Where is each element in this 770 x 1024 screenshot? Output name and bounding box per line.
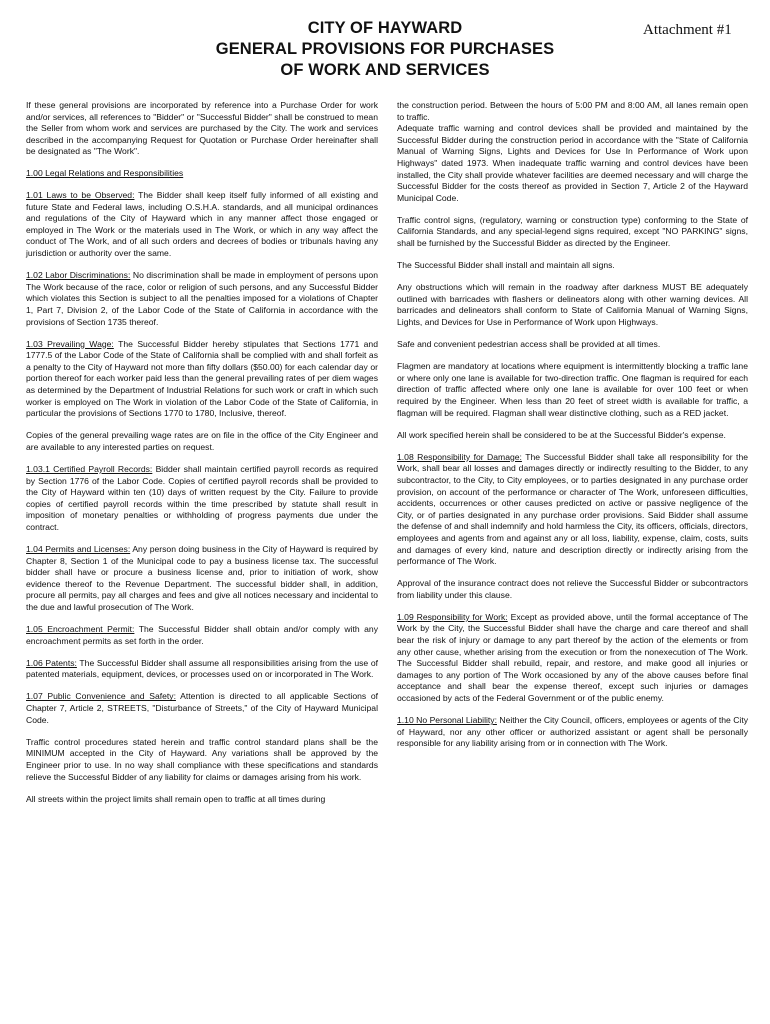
section-1-03-heading: 1.03 Prevailing Wage: (26, 338, 114, 349)
section-1-10-heading: 1.10 No Personal Liability: (397, 715, 497, 726)
section-1-05: 1.05 Encroachment Permit: The Successful Bidder shall obtain and/or comply with any encroachment permits as set forth in the order. (26, 624, 378, 646)
section-1-08-heading: 1.08 Responsibility for Damage: (397, 451, 522, 462)
section-1-05-heading: 1.05 Encroachment Permit: (26, 624, 135, 635)
traffic-procedures-paragraph: Traffic control procedures stated herein and traffic control standard plans shall be the MINIMUM accepted in the City of Hayward. Any variations shall be approved by the Engineer prior to use. In no way shall compliance with these specifications and standards relieve the Successful Bidder of any liability for claims or damages arising from his work. (26, 736, 378, 782)
section-1-07-heading: 1.07 Public Convenience and Safety: (26, 691, 176, 702)
streets-open-paragraph: All streets within the project limits shall remain open to traffic at all times during (26, 793, 326, 804)
section-1-06-heading: 1.06 Patents: (26, 657, 77, 668)
construction-period-paragraph: the construction period. Between the hours of 5:00 PM and 8:00 AM, all lanes remain open to traffic. (397, 100, 748, 122)
right-column (397, 100, 748, 760)
obstructions-paragraph: Any obstructions which will remain in the roadway after darkness MUST BE adequately outlined with barricades with flashers or delineators along with other warning devices. All barricades and delineators shall conform to State of California Manual of Warning Signs, Lights, and Devices for Use in Performance of Work upon Highways. (397, 282, 748, 327)
section-1-02-heading: 1.02 Labor Discriminations: (26, 270, 131, 281)
section-1-03: 1.03 Prevailing Wage: The Successful Bidder hereby stipulates that Sections 1771 and 1777.5 of the Labor Code of the State of California shall be complied with and shall forfeit as a penalty to the City of Hayward not more than fifty dollars ($50.00) for each calendar day or portion thereof for each worker paid less than the general prevailing rates of per diem wages as determined by the Department of Industrial Relations for such work or craft in which such worker is employed on The Work in violation of the Labor Code of the State of California, in particular the provisions of Sections 1770 to 1780, Inclusive, thereof. (26, 338, 378, 419)
page-title (0, 18, 770, 81)
section-1-04-heading: 1.04 Permits and Licenses: (26, 544, 131, 554)
section-1-04: 1.04 Permits and Licenses: Any person doing business in the City of Hayward is required by Chapter 8, Section 1 of the Municipal code to pay a business license tax. The successful bidder shall have or procure a business license and, prior to initiation of work, show evidence thereof to the Revenue Department. The successful bidder shall, in addition, procure all permits, pay all charges and fees and give all notices necessary and incidental to the due and lawful prosecution of The Work. (26, 544, 378, 612)
section-1-01: 1.01 Laws to be Observed: The Bidder shall keep itself fully informed of all existing and future State and Federal laws, including O.S.H.A. standards, and all municipal ordinances and regulations of the City of Hayward which in any manner affect those engaged or employed in The Work or the materials used in The Work, or which in any way affect the conduct of The Work, and of all such orders and decrees of bodies or tribunals having any jurisdiction or authority over the same. (26, 190, 378, 259)
section-1-07: 1.07 Public Convenience and Safety: Attention is directed to all applicable Sections of Chapter 7, Article 2, STREETS, "Disturbance of Streets," of the City of Hayward Municipal Code. (26, 691, 378, 725)
section-1-03-1-heading: 1.03.1 Certified Payroll Records: (26, 463, 153, 474)
section-heading-legal-relations: 1.00 Legal Relations and Responsibilities (26, 168, 184, 179)
intro-paragraph: If these general provisions are incorporated by reference into a Purchase Order for work and/or services, all references to "Bidder" or "Successful Bidder" shall be construed to mean the Seller from whom work and services are purchased by the City. The work and services described in the accompanying Request for Quotation or Purchase Order hereinafter shall be designated as "The Work". (26, 100, 378, 157)
section-1-01-heading: 1.01 Laws to be Observed: (26, 190, 135, 201)
section-1-09: 1.09 Responsibility for Work: Except as provided above, until the formal acceptance of The Work by the City, the Successful Bidder shall have the charge and care thereof and shall bear the risk of injury or damage to any part thereof by the action of the elements or from any other cause, whether arising from the execution or from the nonexecution of The Work. The Successful Bidder shall rebuild, repair, and restore, and make good all injuries or damages to any portion of The Work occasioned by any of the above causes before final acceptance and shall bear the expense thereof, except such injuries or damages occasioned by acts of the Federal Government or of the public enemy. (397, 611, 748, 704)
title-line-2: GENERAL PROVISIONS FOR PURCHASES (215, 40, 555, 58)
title-line-1: CITY OF HAYWARD (307, 19, 463, 37)
control-signs-paragraph: Traffic control signs, (regulatory, warning or construction type) conforming to the State of California Standards, and any special-legend signs required, except "NO PARKING" signs, shall be furnished by the Successful Bidder as directed by the Engineer. (397, 214, 748, 249)
attachment-label: Attachment #1 (643, 22, 732, 38)
section-1-09-heading: 1.09 Responsibility for Work: (397, 611, 508, 622)
section-1-06: 1.06 Patents: The Successful Bidder shall assume all responsibilities arising from the use of patented materials, equipment, devices, or processes used on or incorporated in The Work. (26, 657, 378, 680)
prevailing-wage-copies-paragraph: Copies of the general prevailing wage rates are on file in the office of the City Engineer and are available to any interested parties on request. (26, 430, 378, 452)
title-line-3: OF WORK AND SERVICES (280, 61, 490, 79)
insurance-paragraph: Approval of the insurance contract does not relieve the Successful Bidder or subcontractors from liability under this clause. (397, 578, 748, 600)
pedestrian-access-paragraph: Safe and convenient pedestrian access shall be provided at all times. (397, 339, 661, 350)
warning-devices-paragraph: Adequate traffic warning and control devices shall be provided and maintained by the Successful Bidder during the construction period in accordance with the "State of California Manual of Warning Signs, Lights and Devices for Use In Performance of Work upon Highways" dated 1973. When inadequate traffic warning and control devices have been installed, the City shall provide whatever facilities are deemed necessary and will charge the Successful Bidder for the costs thereof as provided in Section 7, Article 2 of the Hayward Municipal Code. (397, 123, 748, 203)
left-column (26, 100, 378, 816)
flagmen-paragraph: Flagmen are mandatory at locations where equipment is intermittently blocking a traffic lane or where only one lane is available for two-direction traffic. One flagman is required for each direction of traffic affected where only one lane is available for over 100 feet or when required by the Engineer. When less than 20 feet of street width is available for traffic, a flagman will be required. Flagman shall wear distinctive clothing, such as a RED jacket. (397, 361, 748, 418)
section-1-02: 1.02 Labor Discriminations: No discrimination shall be made in employment of persons upon The Work because of the race, color or religion of such persons, and any Successful Bidder which violates this Section is subject to all the penalties imposed for a violations of Chapter 1, Part 7, Division 2, of the Labor Code of the State of California in accordance with the provisions of Section 1735 thereof. (26, 270, 378, 327)
section-1-08: 1.08 Responsibility for Damage: The Successful Bidder shall take all responsibility for the Work, shall bear all losses and damages directly or indirectly resulting to the Bidder, to any subcontractor, to the City, to City employees, or to parties designated in any purchase order provision, on account of the performance or character of The Work, unforeseen difficulties, accidents, occurrences or other causes predicted on active or passive negligence of the City, or of parties designated in any purchase order provisions. Said Bidder shall assume the defense of and shall indemnify and hold harmless the City, its officers, officials, directors, employees and agents from and against any or all loss, liability, expense, claim, costs, suits and damages of every kind, nature and description directly or indirectly arising from the performance of The Work. (397, 451, 749, 567)
section-1-10: 1.10 No Personal Liability: Neither the City Council, officers, employees or agents of the City of Hayward, nor any other officer or authorized assistant or agent shall be personally responsible for any liability arising from or in connection with The Work. (397, 715, 749, 749)
section-1-03-1: 1.03.1 Certified Payroll Records: Bidder shall maintain certified payroll records as required by Section 1776 of the Labor Code. Copies of certified payroll records shall be provided to the City of Hayward within ten (10) days of written request by the City. Failure to provide copies of certified payroll records within the time prescribed by statute shall result in imposition of monetary penalties or withholding of progress payments due under the contract. (26, 463, 378, 532)
install-signs-paragraph: The Successful Bidder shall install and maintain all signs. (397, 260, 615, 271)
expense-paragraph: All work specified herein shall be considered to be at the Successful Bidder's expense. (397, 429, 726, 440)
